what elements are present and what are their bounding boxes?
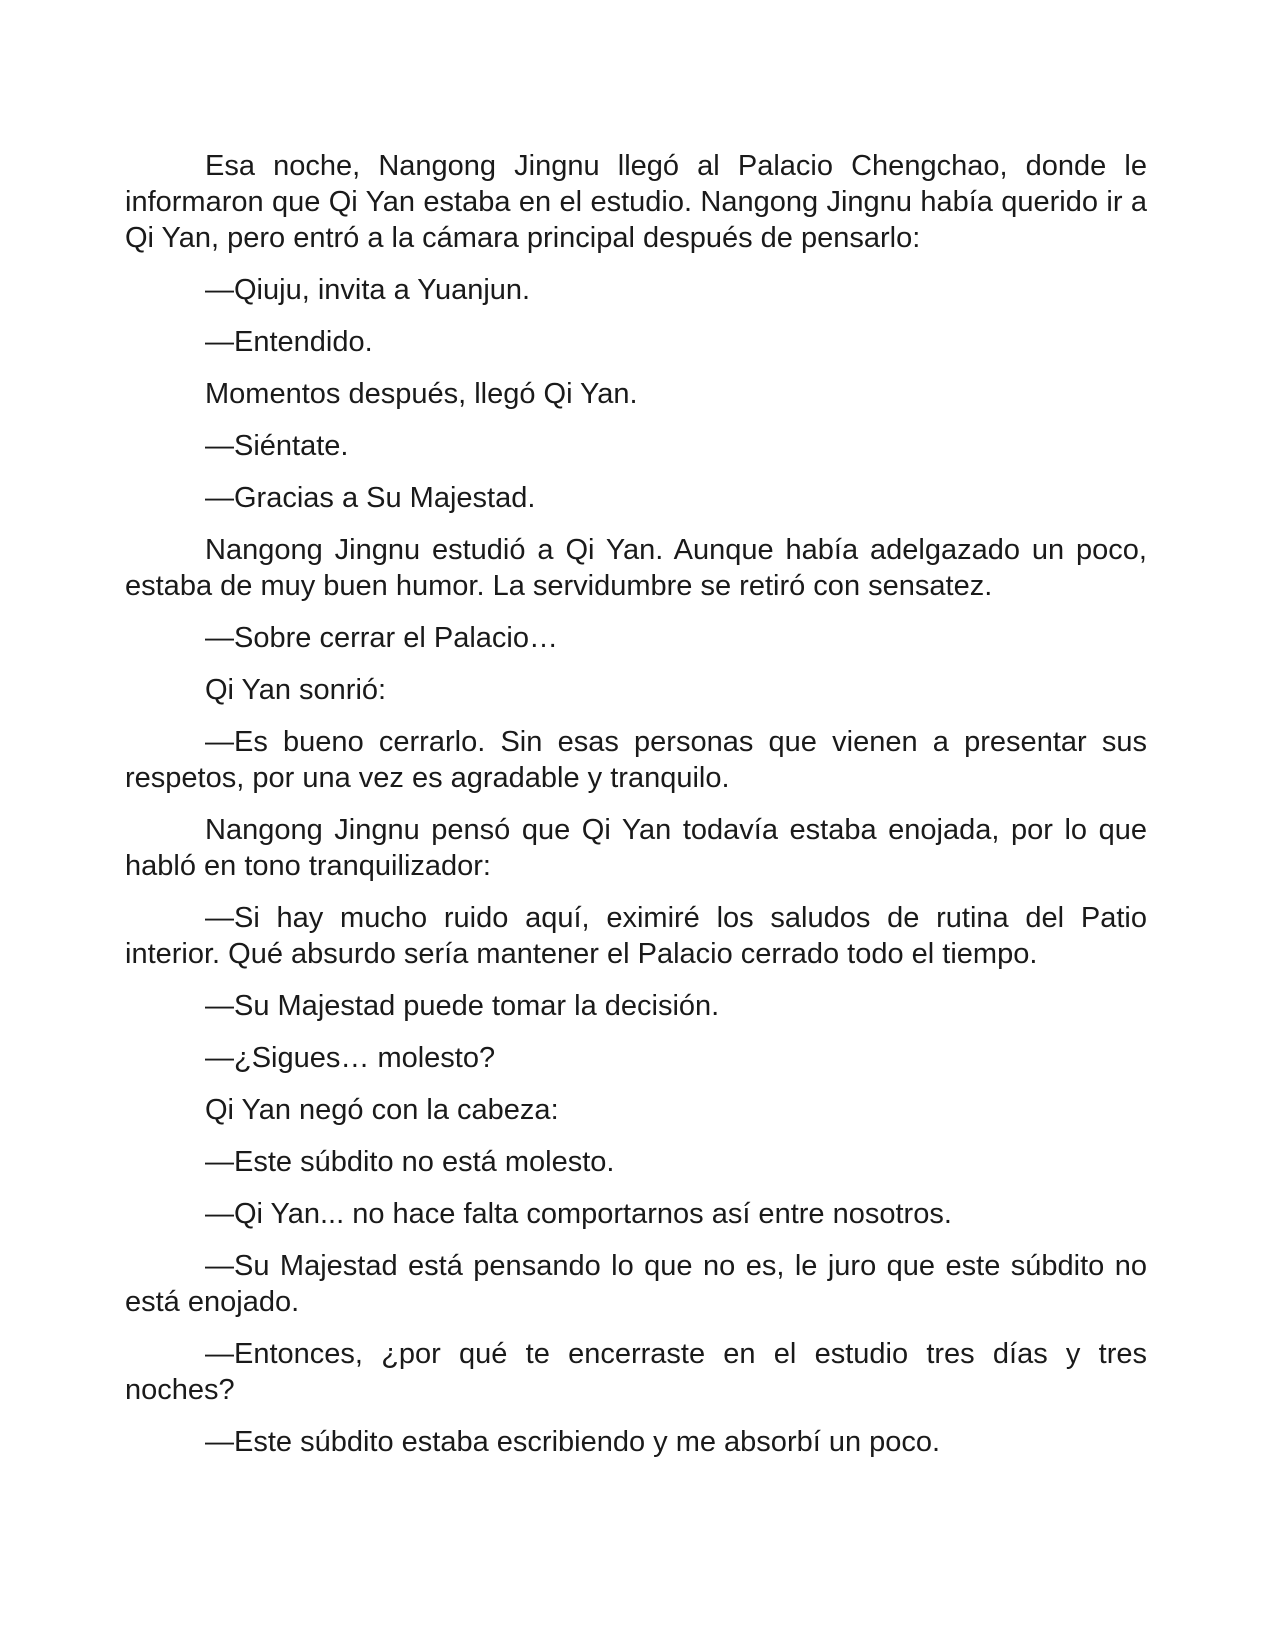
paragraph: Momentos después, llegó Qi Yan. xyxy=(205,378,638,410)
paragraph: —Gracias a Su Majestad. xyxy=(205,482,536,514)
paragraph: Nangong Jingnu estudió a Qi Yan. Aunque había adelgazado un poco, estaba de muy buen humor. La servidumbre se retiró con sensatez. xyxy=(125,534,1147,602)
paragraph: —Entendido. xyxy=(205,326,373,358)
paragraph: —Si hay mucho ruido aquí, eximiré los saludos de rutina del Patio interior. Qué absurdo sería mantener el Palacio cerrado todo el tiempo. xyxy=(125,902,1147,970)
paragraph: Qi Yan sonrió: xyxy=(205,674,387,706)
paragraph: —Es bueno cerrarlo. Sin esas personas que vienen a presentar sus respetos, por una vez es agradable y tranquilo. xyxy=(125,726,1147,794)
paragraph: —Siéntate. xyxy=(205,430,349,462)
paragraph: Nangong Jingnu pensó que Qi Yan todavía estaba enojada, por lo que habló en tono tranquilizador: xyxy=(125,814,1147,882)
paragraph: Qi Yan negó con la cabeza: xyxy=(205,1094,559,1126)
paragraph: Esa noche, Nangong Jingnu llegó al Palacio Chengchao, donde le informaron que Qi Yan estaba en el estudio. Nangong Jingnu había querido ir a Qi Yan, pero entró a la cámara principal después de pensarlo: xyxy=(125,150,1147,254)
paragraph: —Qiuju, invita a Yuanjun. xyxy=(205,274,531,306)
body-text xyxy=(125,148,1147,1460)
paragraph: —Su Majestad está pensando lo que no es, le juro que este súbdito no está enojado. xyxy=(125,1250,1147,1318)
paragraph: —¿Sigues… molesto? xyxy=(205,1042,496,1074)
paragraph: —Este súbdito estaba escribiendo y me absorbí un poco. xyxy=(205,1426,941,1458)
paragraph: —Entonces, ¿por qué te encerraste en el estudio tres días y tres noches? xyxy=(125,1338,1147,1406)
paragraph: —Este súbdito no está molesto. xyxy=(205,1146,615,1178)
paragraph: —Qi Yan... no hace falta comportarnos así entre nosotros. xyxy=(205,1198,952,1230)
paragraph: —Sobre cerrar el Palacio… xyxy=(205,622,558,654)
paragraph: —Su Majestad puede tomar la decisión. xyxy=(205,990,720,1022)
